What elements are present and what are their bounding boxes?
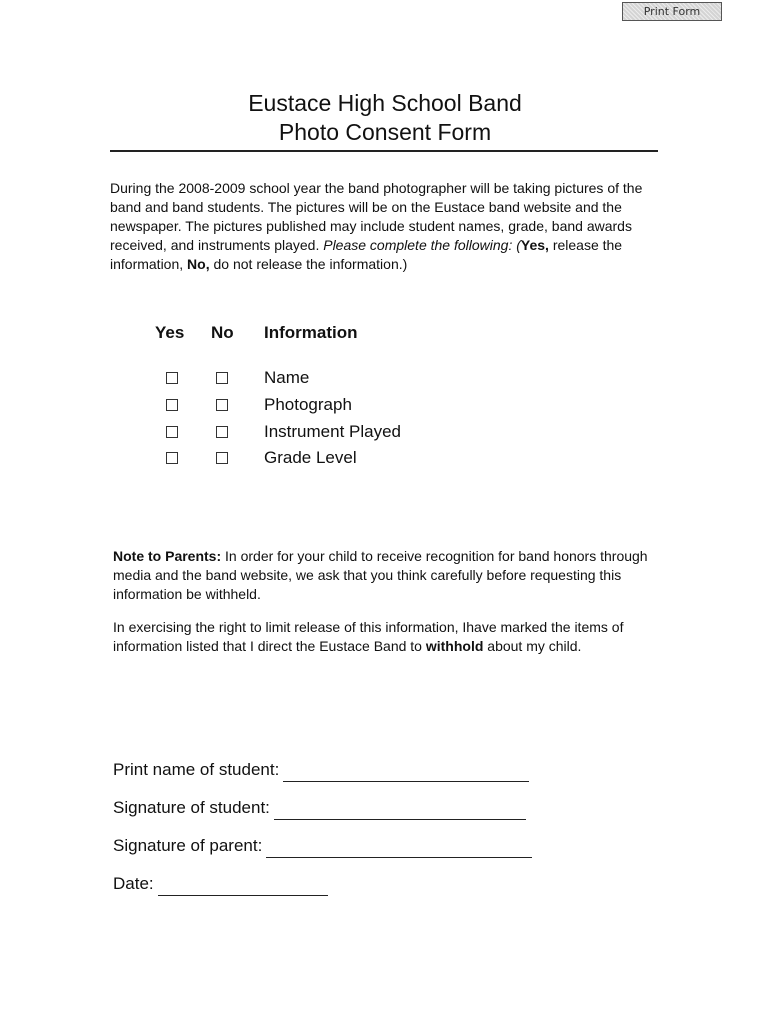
date-row (113, 872, 328, 896)
parent-signature-field[interactable] (266, 837, 532, 858)
student-signature-field[interactable] (274, 799, 526, 820)
photograph-yes-checkbox[interactable] (166, 399, 178, 411)
student-signature-row (113, 796, 526, 820)
name-no-checkbox[interactable] (216, 372, 228, 384)
parent-signature-label: Signature of parent: (113, 836, 263, 855)
name-yes-checkbox[interactable] (166, 372, 178, 384)
consent-row-photograph (0, 394, 770, 416)
form-title-line-2: Photo Consent Form (278, 119, 492, 145)
parent-signature-row (113, 834, 532, 858)
intro-no-label: No, (187, 256, 210, 272)
photograph-label: Photograph (264, 395, 352, 414)
consent-row-grade (0, 447, 770, 469)
yes-column-header: Yes (155, 323, 185, 342)
title-divider (110, 150, 658, 152)
note-label: Note to Parents: (113, 548, 222, 564)
note-to-parents (113, 547, 653, 604)
intro-paragraph (110, 179, 670, 274)
date-label: Date: (113, 874, 154, 893)
student-name-row (113, 758, 529, 782)
consent-row-name (0, 367, 770, 389)
grade-yes-checkbox[interactable] (166, 452, 178, 464)
name-label: Name (264, 368, 310, 387)
withhold-statement (113, 618, 653, 656)
intro-text: During the 2008-2009 school year the band photographer will be taking pictures of the band and band students. The pictures will be on the Eustace band website and the newspaper. The pictures published may include student names, grade, band awards received, and instruments played. (110, 180, 643, 253)
print-form-button[interactable]: Print Form (622, 2, 722, 21)
grade-no-checkbox[interactable] (216, 452, 228, 464)
intro-yes-label: Yes, (520, 237, 549, 253)
grade-label: Grade Level (264, 448, 357, 467)
form-title-line-1: Eustace High School Band (248, 90, 522, 116)
instrument-label: Instrument Played (264, 422, 402, 441)
note-text: In order for your child to receive recognition for band honors through media and the band website, we ask that you think carefully before requesting this information be withheld. (113, 548, 648, 602)
intro-instruction: Please complete the following: ( (323, 237, 521, 253)
instrument-yes-checkbox[interactable] (166, 426, 178, 438)
information-column-header: Information (264, 323, 358, 342)
intro-no-text: do not release the information.) (209, 256, 408, 272)
student-signature-label: Signature of student: (113, 798, 270, 817)
date-field[interactable] (158, 875, 328, 896)
intro-yes-text: release the information, (110, 237, 623, 272)
student-name-label: Print name of student: (113, 760, 280, 779)
withhold-bold: withhold (425, 638, 484, 654)
consent-row-instrument (0, 421, 770, 443)
instrument-no-checkbox[interactable] (216, 426, 228, 438)
photograph-no-checkbox[interactable] (216, 399, 228, 411)
withhold-text-a: In exercising the right to limit release of this information, Ihave marked the items of information listed that I direct the Eustace Band to (113, 619, 624, 654)
student-name-field[interactable] (283, 761, 529, 782)
no-column-header: No (211, 323, 234, 342)
withhold-text-b: about my child. (483, 638, 582, 654)
